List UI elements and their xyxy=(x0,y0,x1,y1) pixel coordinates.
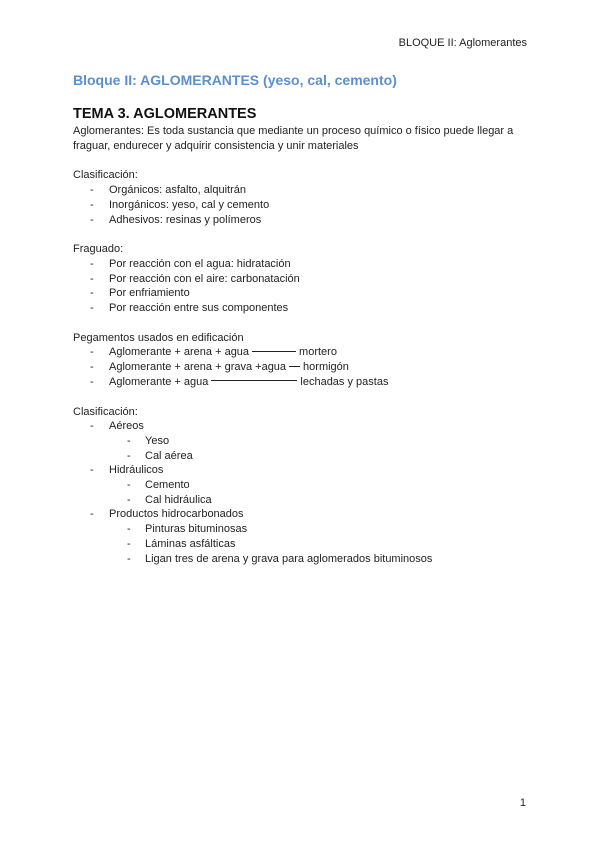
list-item-text: Inorgánicos: yeso, cal y cemento xyxy=(109,198,270,211)
sub-list-item xyxy=(73,434,533,449)
sub-item-text: Cal aérea xyxy=(145,449,193,462)
group-name: Aéreos xyxy=(109,420,144,433)
classification-label: Clasificación: xyxy=(73,169,138,182)
list-item-text: Por reacción con el aire: carbonatación xyxy=(109,272,300,285)
dash-bullet: - xyxy=(90,464,94,477)
list-item xyxy=(73,360,533,375)
dash-bullet: - xyxy=(127,493,131,506)
list-item xyxy=(73,345,533,360)
list-item-text: Adhesivos: resinas y polímeros xyxy=(109,213,262,226)
dash-bullet: - xyxy=(90,272,94,285)
fraguado-list xyxy=(73,257,533,316)
dash-bullet: - xyxy=(90,420,94,433)
dash-bullet: - xyxy=(90,198,94,211)
list-item-text: Orgánicos: asfalto, alquitrán xyxy=(109,184,246,197)
sub-list xyxy=(109,434,533,463)
document-body xyxy=(73,124,533,566)
sub-item-text: Cal hidráulica xyxy=(145,493,212,506)
classification-list xyxy=(73,183,533,227)
formula-left: Aglomerante + arena + grava +agua xyxy=(109,361,287,374)
list-item xyxy=(73,463,533,507)
arrow-line xyxy=(289,366,300,367)
dash-bullet: - xyxy=(127,449,131,462)
dash-bullet: - xyxy=(127,434,131,447)
list-item xyxy=(73,375,533,390)
sub-list-item xyxy=(73,493,533,508)
list-item xyxy=(73,419,533,463)
sub-list-item xyxy=(73,537,533,552)
arrow-line xyxy=(211,380,297,381)
dash-bullet: - xyxy=(90,257,94,270)
sub-list-item xyxy=(73,449,533,464)
list-item xyxy=(73,183,533,198)
classification-tree xyxy=(73,419,533,566)
dash-bullet: - xyxy=(127,479,131,492)
sub-list xyxy=(109,478,533,507)
sub-list-item xyxy=(73,552,533,567)
sub-item-text: Pinturas bituminosas xyxy=(145,523,248,536)
arrow-line xyxy=(252,351,296,352)
pegamentos-label: Pegamentos usados en edificación xyxy=(73,331,244,344)
list-item xyxy=(73,272,533,287)
formula-right: hormigón xyxy=(303,361,349,374)
list-item xyxy=(73,286,533,301)
list-item xyxy=(73,507,533,566)
dash-bullet: - xyxy=(127,537,131,550)
pegamentos-list xyxy=(73,345,533,389)
formula-left: Aglomerante + agua xyxy=(109,375,209,388)
formula-right: mortero xyxy=(299,346,337,359)
page-header: BLOQUE II: Aglomerantes xyxy=(398,37,527,49)
sub-item-text: Yeso xyxy=(145,434,170,447)
sub-list xyxy=(109,522,533,566)
formula-left: Aglomerante + arena + agua xyxy=(109,346,250,359)
formula-right: lechadas y pastas xyxy=(300,375,389,388)
sub-list-item xyxy=(73,522,533,537)
definition-paragraph: Aglomerantes: Es toda sustancia que mediante un proceso químico o físico puede llegar a fraguar, endurecer y adquirir consistencia y unir materiales xyxy=(73,125,514,152)
main-title: Bloque II: AGLOMERANTES (yeso, cal, cemento) xyxy=(73,72,397,88)
dash-bullet: - xyxy=(90,375,94,388)
fraguado-label: Fraguado: xyxy=(73,243,124,256)
sub-item-text: Ligan tres de arena y grava para aglomerados bituminosos xyxy=(145,552,433,565)
list-item xyxy=(73,213,533,228)
sub-item-text: Láminas asfálticas xyxy=(145,537,236,550)
list-item-text: Por reacción con el agua: hidratación xyxy=(109,257,291,270)
dash-bullet: - xyxy=(127,552,131,565)
group-name: Hidráulicos xyxy=(109,464,164,477)
classification-label: Clasificación: xyxy=(73,405,138,418)
dash-bullet: - xyxy=(90,361,94,374)
dash-bullet: - xyxy=(90,184,94,197)
list-item xyxy=(73,301,533,316)
dash-bullet: - xyxy=(90,213,94,226)
dash-bullet: - xyxy=(90,508,94,521)
section-title: TEMA 3. AGLOMERANTES xyxy=(73,106,257,122)
list-item xyxy=(73,198,533,213)
list-item-text: Por reacción entre sus componentes xyxy=(109,302,289,315)
dash-bullet: - xyxy=(127,523,131,536)
sub-list-item xyxy=(73,478,533,493)
list-item-text: Por enfriamiento xyxy=(109,287,190,300)
dash-bullet: - xyxy=(90,346,94,359)
sub-item-text: Cemento xyxy=(145,479,190,492)
group-name: Productos hidrocarbonados xyxy=(109,508,244,521)
dash-bullet: - xyxy=(90,302,94,315)
list-item xyxy=(73,257,533,272)
dash-bullet: - xyxy=(90,287,94,300)
page-number: 1 xyxy=(519,797,526,809)
